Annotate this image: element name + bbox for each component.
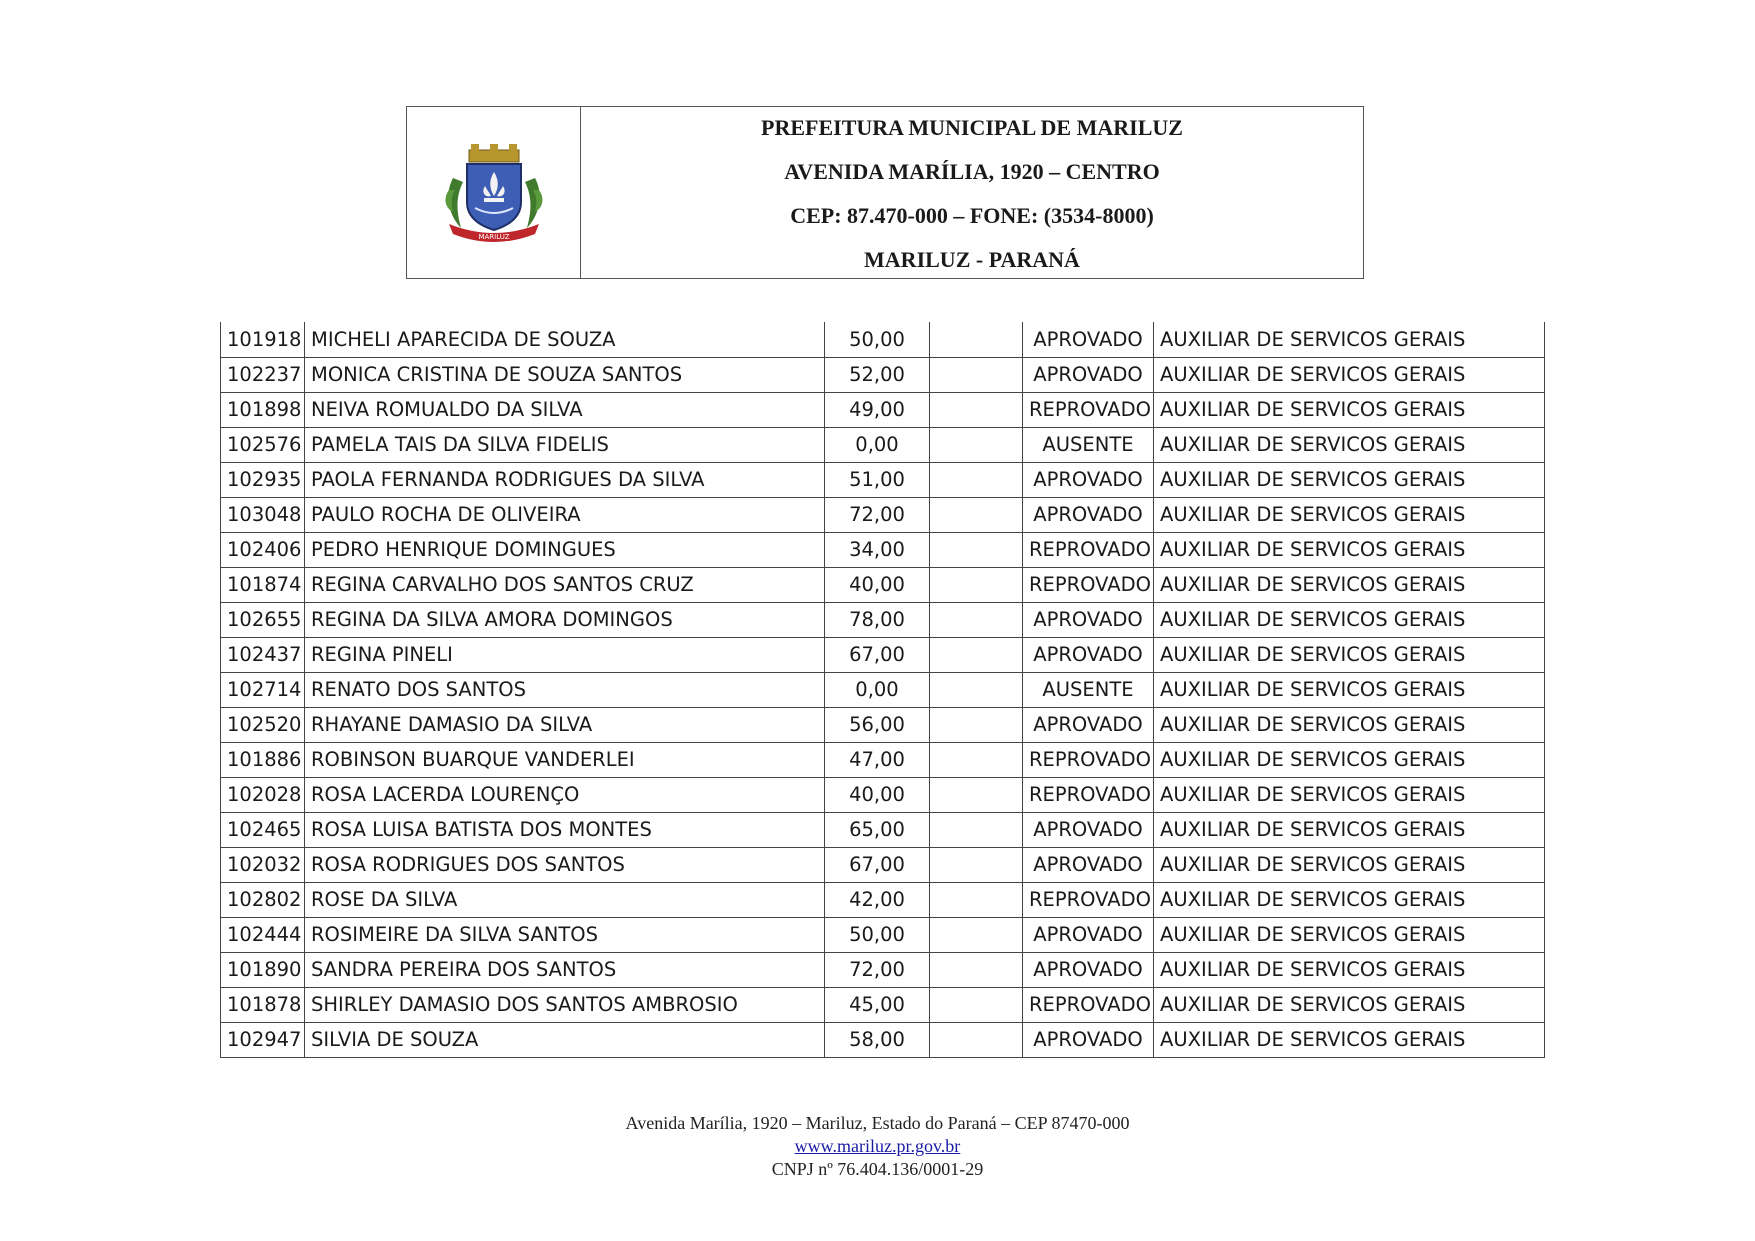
candidate-name: ROBINSON BUARQUE VANDERLEI bbox=[305, 742, 825, 777]
candidate-status: APROVADO bbox=[1023, 497, 1154, 532]
empty-cell bbox=[930, 532, 1023, 567]
candidate-role: AUXILIAR DE SERVICOS GERAIS bbox=[1154, 1022, 1545, 1057]
candidate-code: 102714 bbox=[221, 672, 305, 707]
candidate-role: AUXILIAR DE SERVICOS GERAIS bbox=[1154, 462, 1545, 497]
candidate-status: APROVADO bbox=[1023, 322, 1154, 357]
candidate-status: REPROVADO bbox=[1023, 567, 1154, 602]
candidate-name: PAULO ROCHA DE OLIVEIRA bbox=[305, 497, 825, 532]
table-row bbox=[221, 427, 1545, 462]
empty-cell bbox=[930, 637, 1023, 672]
institution-contact: CEP: 87.470-000 – FONE: (3534-8000) bbox=[790, 202, 1154, 228]
table-row bbox=[221, 1022, 1545, 1057]
candidate-code: 102520 bbox=[221, 707, 305, 742]
candidate-score: 51,00 bbox=[825, 462, 930, 497]
candidate-status: APROVADO bbox=[1023, 602, 1154, 637]
candidate-code: 101874 bbox=[221, 567, 305, 602]
table-row bbox=[221, 357, 1545, 392]
candidate-role: AUXILIAR DE SERVICOS GERAIS bbox=[1154, 392, 1545, 427]
candidate-code: 102802 bbox=[221, 882, 305, 917]
candidate-score: 0,00 bbox=[825, 672, 930, 707]
candidate-score: 47,00 bbox=[825, 742, 930, 777]
candidate-status: APROVADO bbox=[1023, 357, 1154, 392]
candidate-code: 103048 bbox=[221, 497, 305, 532]
empty-cell bbox=[930, 952, 1023, 987]
candidate-role: AUXILIAR DE SERVICOS GERAIS bbox=[1154, 637, 1545, 672]
candidate-role: AUXILIAR DE SERVICOS GERAIS bbox=[1154, 707, 1545, 742]
candidate-role: AUXILIAR DE SERVICOS GERAIS bbox=[1154, 777, 1545, 812]
candidate-code: 102237 bbox=[221, 357, 305, 392]
candidate-role: AUXILIAR DE SERVICOS GERAIS bbox=[1154, 532, 1545, 567]
candidate-code: 101886 bbox=[221, 742, 305, 777]
candidate-score: 72,00 bbox=[825, 497, 930, 532]
candidate-status: APROVADO bbox=[1023, 1022, 1154, 1057]
empty-cell bbox=[930, 1022, 1023, 1057]
footer-cnpj: CNPJ nº 76.404.136/0001-29 bbox=[771, 1159, 984, 1179]
results-table bbox=[220, 322, 1545, 1058]
candidate-name: PAMELA TAIS DA SILVA FIDELIS bbox=[305, 427, 825, 462]
candidate-name: SANDRA PEREIRA DOS SANTOS bbox=[305, 952, 825, 987]
candidate-name: MICHELI APARECIDA DE SOUZA bbox=[305, 322, 825, 357]
candidate-score: 58,00 bbox=[825, 1022, 930, 1057]
svg-text:MARILUZ: MARILUZ bbox=[477, 232, 510, 241]
candidate-name: RENATO DOS SANTOS bbox=[305, 672, 825, 707]
candidate-score: 40,00 bbox=[825, 567, 930, 602]
candidate-role: AUXILIAR DE SERVICOS GERAIS bbox=[1154, 882, 1545, 917]
candidate-role: AUXILIAR DE SERVICOS GERAIS bbox=[1154, 917, 1545, 952]
candidate-code: 102437 bbox=[221, 637, 305, 672]
candidate-score: 40,00 bbox=[825, 777, 930, 812]
table-row bbox=[221, 532, 1545, 567]
institution-name: PREFEITURA MUNICIPAL DE MARILUZ bbox=[761, 114, 1183, 140]
candidate-code: 102947 bbox=[221, 1022, 305, 1057]
candidate-status: APROVADO bbox=[1023, 462, 1154, 497]
candidate-status: APROVADO bbox=[1023, 637, 1154, 672]
candidate-status: APROVADO bbox=[1023, 707, 1154, 742]
candidate-code: 102032 bbox=[221, 847, 305, 882]
institution-address: AVENIDA MARÍLIA, 1920 – CENTRO bbox=[784, 158, 1160, 184]
table-row bbox=[221, 672, 1545, 707]
empty-cell bbox=[930, 427, 1023, 462]
candidate-role: AUXILIAR DE SERVICOS GERAIS bbox=[1154, 812, 1545, 847]
empty-cell bbox=[930, 357, 1023, 392]
candidate-code: 101890 bbox=[221, 952, 305, 987]
candidate-score: 50,00 bbox=[825, 917, 930, 952]
footer-website-link[interactable]: www.mariluz.pr.gov.br bbox=[794, 1136, 961, 1156]
empty-cell bbox=[930, 602, 1023, 637]
empty-cell bbox=[930, 882, 1023, 917]
candidate-code: 102406 bbox=[221, 532, 305, 567]
candidate-score: 45,00 bbox=[825, 987, 930, 1022]
candidate-score: 34,00 bbox=[825, 532, 930, 567]
candidate-status: REPROVADO bbox=[1023, 392, 1154, 427]
candidate-name: REGINA DA SILVA AMORA DOMINGOS bbox=[305, 602, 825, 637]
candidate-role: AUXILIAR DE SERVICOS GERAIS bbox=[1154, 742, 1545, 777]
table-row bbox=[221, 777, 1545, 812]
candidate-status: APROVADO bbox=[1023, 847, 1154, 882]
candidate-name: MONICA CRISTINA DE SOUZA SANTOS bbox=[305, 357, 825, 392]
page-footer bbox=[0, 1112, 1755, 1181]
candidate-score: 56,00 bbox=[825, 707, 930, 742]
candidate-code: 102444 bbox=[221, 917, 305, 952]
candidate-status: APROVADO bbox=[1023, 917, 1154, 952]
candidate-role: AUXILIAR DE SERVICOS GERAIS bbox=[1154, 322, 1545, 357]
empty-cell bbox=[930, 777, 1023, 812]
table-row bbox=[221, 812, 1545, 847]
candidate-name: ROSA LACERDA LOURENÇO bbox=[305, 777, 825, 812]
candidate-code: 102028 bbox=[221, 777, 305, 812]
candidate-name: PEDRO HENRIQUE DOMINGUES bbox=[305, 532, 825, 567]
table-row bbox=[221, 742, 1545, 777]
candidate-role: AUXILIAR DE SERVICOS GERAIS bbox=[1154, 567, 1545, 602]
candidate-code: 101918 bbox=[221, 322, 305, 357]
candidate-code: 101898 bbox=[221, 392, 305, 427]
candidate-status: APROVADO bbox=[1023, 952, 1154, 987]
empty-cell bbox=[930, 462, 1023, 497]
candidate-code: 102465 bbox=[221, 812, 305, 847]
candidate-status: REPROVADO bbox=[1023, 882, 1154, 917]
empty-cell bbox=[930, 707, 1023, 742]
empty-cell bbox=[930, 812, 1023, 847]
candidate-role: AUXILIAR DE SERVICOS GERAIS bbox=[1154, 987, 1545, 1022]
candidate-status: APROVADO bbox=[1023, 812, 1154, 847]
candidate-score: 65,00 bbox=[825, 812, 930, 847]
candidate-name: REGINA CARVALHO DOS SANTOS CRUZ bbox=[305, 567, 825, 602]
institution-city: MARILUZ - PARANÁ bbox=[864, 246, 1080, 272]
table-row bbox=[221, 497, 1545, 532]
candidate-status: AUSENTE bbox=[1023, 672, 1154, 707]
candidate-score: 0,00 bbox=[825, 427, 930, 462]
empty-cell bbox=[930, 917, 1023, 952]
candidate-status: REPROVADO bbox=[1023, 777, 1154, 812]
candidate-name: SILVIA DE SOUZA bbox=[305, 1022, 825, 1057]
candidate-score: 72,00 bbox=[825, 952, 930, 987]
candidate-role: AUXILIAR DE SERVICOS GERAIS bbox=[1154, 357, 1545, 392]
table-row bbox=[221, 987, 1545, 1022]
candidate-code: 102655 bbox=[221, 602, 305, 637]
candidate-name: ROSIMEIRE DA SILVA SANTOS bbox=[305, 917, 825, 952]
table-row bbox=[221, 602, 1545, 637]
candidate-status: AUSENTE bbox=[1023, 427, 1154, 462]
candidate-score: 42,00 bbox=[825, 882, 930, 917]
results-table-body bbox=[221, 322, 1545, 1057]
footer-address: Avenida Marília, 1920 – Mariluz, Estado do Paraná – CEP 87470-000 bbox=[625, 1113, 1130, 1133]
candidate-name: PAOLA FERNANDA RODRIGUES DA SILVA bbox=[305, 462, 825, 497]
table-row bbox=[221, 917, 1545, 952]
table-row bbox=[221, 882, 1545, 917]
candidate-score: 49,00 bbox=[825, 392, 930, 427]
candidate-role: AUXILIAR DE SERVICOS GERAIS bbox=[1154, 427, 1545, 462]
candidate-role: AUXILIAR DE SERVICOS GERAIS bbox=[1154, 952, 1545, 987]
candidate-name: NEIVA ROMUALDO DA SILVA bbox=[305, 392, 825, 427]
candidate-name: REGINA PINELI bbox=[305, 637, 825, 672]
candidate-role: AUXILIAR DE SERVICOS GERAIS bbox=[1154, 602, 1545, 637]
candidate-score: 52,00 bbox=[825, 357, 930, 392]
candidate-status: REPROVADO bbox=[1023, 987, 1154, 1022]
empty-cell bbox=[930, 392, 1023, 427]
candidate-name: ROSA RODRIGUES DOS SANTOS bbox=[305, 847, 825, 882]
table-row bbox=[221, 847, 1545, 882]
table-row bbox=[221, 322, 1545, 357]
letterhead-text bbox=[581, 107, 1363, 278]
table-row bbox=[221, 707, 1545, 742]
candidate-status: REPROVADO bbox=[1023, 532, 1154, 567]
candidate-role: AUXILIAR DE SERVICOS GERAIS bbox=[1154, 672, 1545, 707]
table-row bbox=[221, 952, 1545, 987]
logo-cell bbox=[407, 107, 581, 278]
candidate-score: 67,00 bbox=[825, 847, 930, 882]
candidate-code: 101878 bbox=[221, 987, 305, 1022]
empty-cell bbox=[930, 847, 1023, 882]
empty-cell bbox=[930, 987, 1023, 1022]
table-row bbox=[221, 392, 1545, 427]
candidate-score: 50,00 bbox=[825, 322, 930, 357]
table-row bbox=[221, 462, 1545, 497]
candidate-score: 67,00 bbox=[825, 637, 930, 672]
empty-cell bbox=[930, 322, 1023, 357]
letterhead bbox=[406, 106, 1364, 279]
candidate-name: SHIRLEY DAMASIO DOS SANTOS AMBROSIO bbox=[305, 987, 825, 1022]
candidate-code: 102576 bbox=[221, 427, 305, 462]
candidate-name: RHAYANE DAMASIO DA SILVA bbox=[305, 707, 825, 742]
candidate-name: ROSA LUISA BATISTA DOS MONTES bbox=[305, 812, 825, 847]
empty-cell bbox=[930, 567, 1023, 602]
municipal-coat-of-arms-icon bbox=[439, 138, 549, 248]
empty-cell bbox=[930, 742, 1023, 777]
empty-cell bbox=[930, 497, 1023, 532]
candidate-status: REPROVADO bbox=[1023, 742, 1154, 777]
table-row bbox=[221, 637, 1545, 672]
candidate-role: AUXILIAR DE SERVICOS GERAIS bbox=[1154, 847, 1545, 882]
candidate-role: AUXILIAR DE SERVICOS GERAIS bbox=[1154, 497, 1545, 532]
empty-cell bbox=[930, 672, 1023, 707]
candidate-score: 78,00 bbox=[825, 602, 930, 637]
table-row bbox=[221, 567, 1545, 602]
candidate-name: ROSE DA SILVA bbox=[305, 882, 825, 917]
candidate-code: 102935 bbox=[221, 462, 305, 497]
